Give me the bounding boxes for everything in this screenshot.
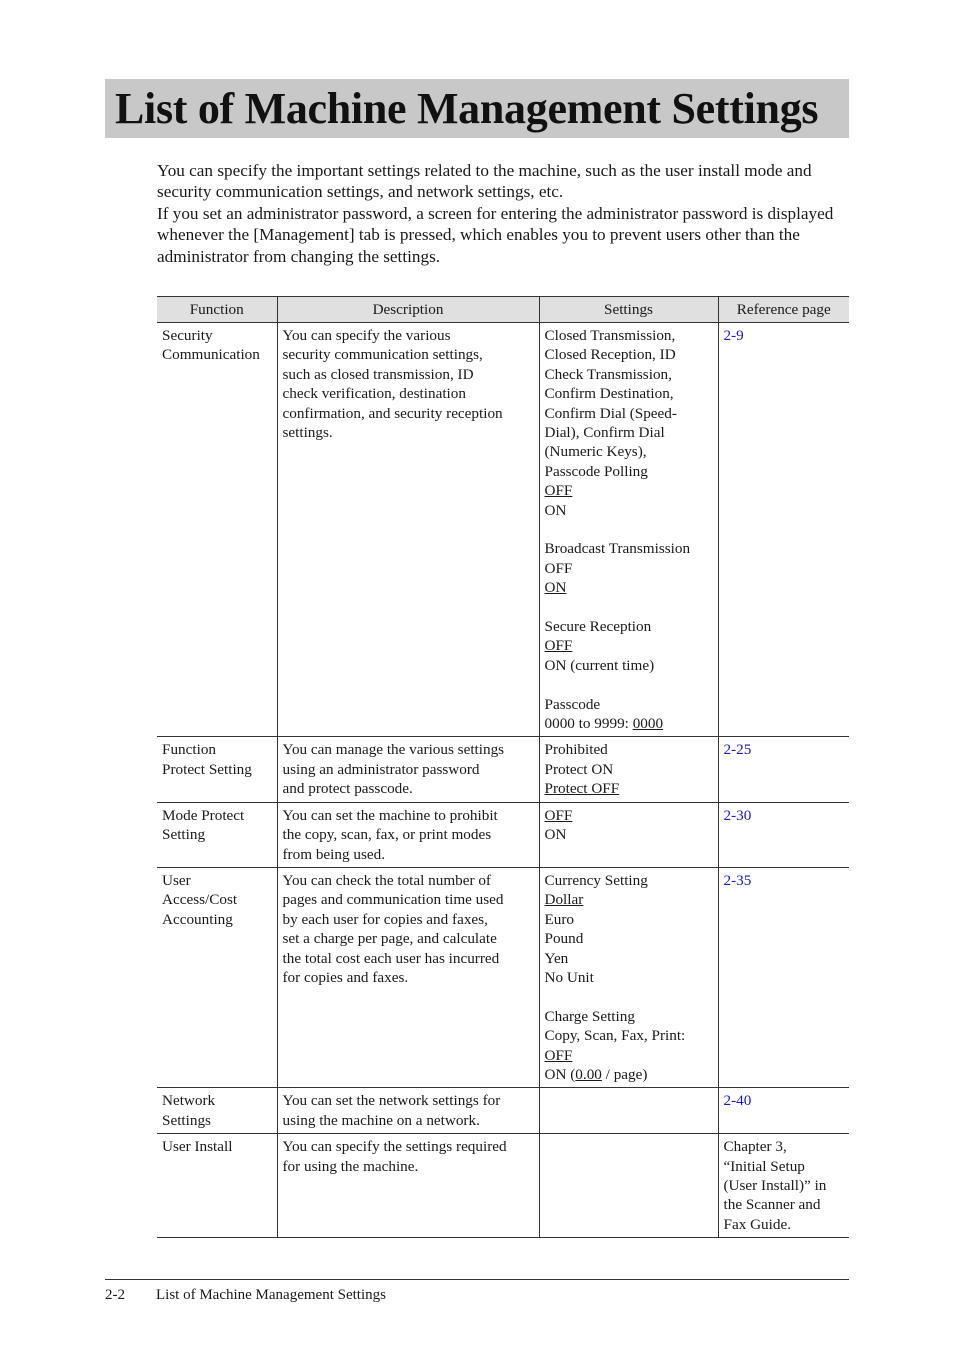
function-cell	[157, 1134, 277, 1238]
description-cell	[277, 802, 539, 867]
description-text: confirmation, and security reception	[282, 404, 503, 422]
function-text: User Install	[162, 1138, 233, 1156]
table-row	[157, 802, 849, 867]
table-row	[157, 1134, 849, 1238]
spacer	[545, 598, 713, 617]
intro-text	[157, 160, 857, 267]
footer-page-number: 2-2	[105, 1287, 125, 1303]
function-text: Protect Setting	[162, 760, 252, 778]
description-text: such as closed transmission, ID	[282, 365, 474, 383]
reference-cell	[718, 867, 849, 1087]
charge-on-setting	[545, 1065, 713, 1084]
spacer	[545, 520, 713, 539]
setting-text: No Unit	[544, 968, 594, 986]
default-setting: Protect OFF	[544, 780, 620, 798]
default-setting: OFF	[544, 482, 573, 500]
function-text: Accounting	[162, 910, 233, 928]
default-setting: OFF	[544, 637, 573, 655]
settings-table	[157, 296, 849, 1238]
settings-cell	[539, 737, 718, 802]
setting-group-title: Charge Setting	[544, 1007, 635, 1025]
footer-section-title: List of Machine Management Settings	[156, 1287, 386, 1303]
setting-text: Pound	[544, 930, 584, 948]
description-text: by each user for copies and faxes,	[282, 910, 488, 928]
description-cell	[277, 737, 539, 802]
table-row	[157, 323, 849, 737]
function-cell	[157, 737, 277, 802]
header-function: Function	[157, 297, 277, 323]
setting-text: Confirm Dial (Speed-	[544, 404, 677, 422]
setting-text: Copy, Scan, Fax, Print:	[544, 1027, 686, 1045]
description-text: settings.	[282, 424, 333, 442]
default-setting: ON	[544, 579, 567, 597]
function-text: Security	[162, 327, 213, 344]
default-setting: OFF	[544, 806, 573, 824]
function-cell	[157, 802, 277, 867]
description-text: and protect passcode.	[282, 780, 413, 798]
function-text: User	[162, 871, 191, 889]
description-text: for copies and faxes.	[282, 968, 409, 986]
settings-cell	[539, 802, 718, 867]
description-text: the copy, scan, fax, or print modes	[282, 826, 492, 844]
table-row	[157, 1088, 849, 1134]
description-text: You can manage the various settings	[282, 741, 505, 759]
reference-text: “Initial Setup	[723, 1157, 805, 1175]
description-text: set a charge per page, and calculate	[282, 930, 497, 948]
charge-on-suffix: / page)	[601, 1065, 648, 1083]
setting-group-title: Broadcast Transmission	[544, 540, 691, 558]
setting-group-title: Secure Reception	[544, 618, 652, 636]
reference-link[interactable]: 2-35	[723, 871, 752, 889]
reference-link[interactable]: 2-25	[723, 741, 752, 759]
footer-divider	[105, 1279, 849, 1280]
passcode-prefix: 0000 to 9999:	[544, 715, 633, 733]
charge-on-prefix: ON (	[544, 1065, 576, 1083]
setting-group-title: Currency Setting	[544, 871, 648, 889]
reference-cell	[718, 1134, 849, 1238]
reference-cell	[718, 802, 849, 867]
setting-text: Passcode Polling	[544, 462, 648, 480]
reference-link[interactable]: 2-9	[723, 327, 744, 344]
setting-text: Euro	[544, 910, 575, 928]
reference-link[interactable]: 2-30	[723, 806, 752, 824]
description-text: using the machine on a network.	[282, 1111, 480, 1129]
header-reference-page: Reference page	[718, 297, 849, 323]
description-text: security communication settings,	[282, 346, 483, 364]
passcode-range	[545, 714, 713, 733]
description-text: the total cost each user has incurred	[282, 949, 500, 967]
settings-cell	[539, 867, 718, 1087]
default-setting: 0.00	[575, 1065, 602, 1083]
header-settings: Settings	[539, 297, 718, 323]
function-text: Setting	[162, 826, 206, 844]
title-bar	[105, 79, 849, 138]
description-text: using an administrator password	[282, 760, 480, 778]
default-setting: Dollar	[544, 891, 584, 909]
setting-text: Closed Transmission,	[544, 327, 676, 344]
setting-text: Yen	[544, 949, 569, 967]
default-setting: 0000	[632, 715, 664, 733]
setting-text: (Numeric Keys),	[544, 443, 647, 461]
description-text: You can set the machine to prohibit	[282, 806, 498, 824]
settings-cell	[539, 1088, 718, 1134]
spacer	[545, 675, 713, 694]
setting-text: ON	[544, 826, 567, 844]
header-description: Description	[277, 297, 539, 323]
setting-text: ON	[544, 501, 567, 519]
intro-paragraph-1: You can specify the important settings related to the machine, such as the user install mode and security communication settings, and network settings, etc.	[157, 161, 812, 202]
reference-text: (User Install)” in	[723, 1177, 827, 1194]
reference-text: Chapter 3,	[723, 1138, 787, 1156]
setting-text: OFF	[544, 559, 573, 577]
description-cell	[277, 323, 539, 737]
description-cell	[277, 1088, 539, 1134]
setting-group-title: Passcode	[544, 695, 601, 713]
description-text: pages and communication time used	[282, 891, 504, 909]
reference-link[interactable]: 2-40	[723, 1092, 752, 1110]
function-text: Network	[162, 1092, 216, 1110]
description-text: for using the machine.	[282, 1157, 419, 1175]
description-text: You can specify the various	[282, 327, 451, 344]
description-cell	[277, 867, 539, 1087]
function-cell	[157, 867, 277, 1087]
function-text: Function	[162, 741, 217, 759]
function-text: Access/Cost	[162, 891, 238, 909]
setting-text: Closed Reception, ID	[544, 346, 676, 364]
function-text: Mode Protect	[162, 806, 245, 824]
description-text: check verification, destination	[282, 385, 466, 403]
description-text: You can set the network settings for	[282, 1092, 501, 1110]
description-cell	[277, 1134, 539, 1238]
function-text: Communication	[162, 346, 260, 364]
function-text: Settings	[162, 1111, 211, 1129]
reference-cell	[718, 323, 849, 737]
setting-text: Confirm Destination,	[544, 385, 674, 403]
setting-text: ON (current time)	[544, 656, 655, 674]
setting-text: Check Transmission,	[544, 365, 672, 383]
reference-text: the Scanner and	[723, 1196, 821, 1214]
setting-text: Protect ON	[544, 760, 614, 778]
setting-text: Dial), Confirm Dial	[544, 424, 665, 442]
description-text: You can specify the settings required	[282, 1138, 507, 1156]
default-setting: OFF	[544, 1046, 573, 1064]
setting-text: Prohibited	[544, 741, 608, 759]
spacer	[545, 987, 713, 1006]
page-title: List of Machine Management Settings	[115, 84, 819, 133]
reference-text: Fax Guide.	[723, 1215, 791, 1233]
settings-cell	[539, 323, 718, 737]
table-header-row	[157, 297, 849, 323]
table-row	[157, 867, 849, 1087]
description-text: You can check the total number of	[282, 871, 491, 889]
function-cell	[157, 1088, 277, 1134]
reference-cell	[718, 737, 849, 802]
description-text: from being used.	[282, 845, 385, 863]
settings-cell	[539, 1134, 718, 1238]
intro-paragraph-2: If you set an administrator password, a screen for entering the administrator password is displayed whenever the [Management] tab is pressed, which enables you to prevent users other than the administrator from changing the settings.	[157, 203, 834, 266]
function-cell	[157, 323, 277, 737]
reference-cell	[718, 1088, 849, 1134]
table-row	[157, 737, 849, 802]
